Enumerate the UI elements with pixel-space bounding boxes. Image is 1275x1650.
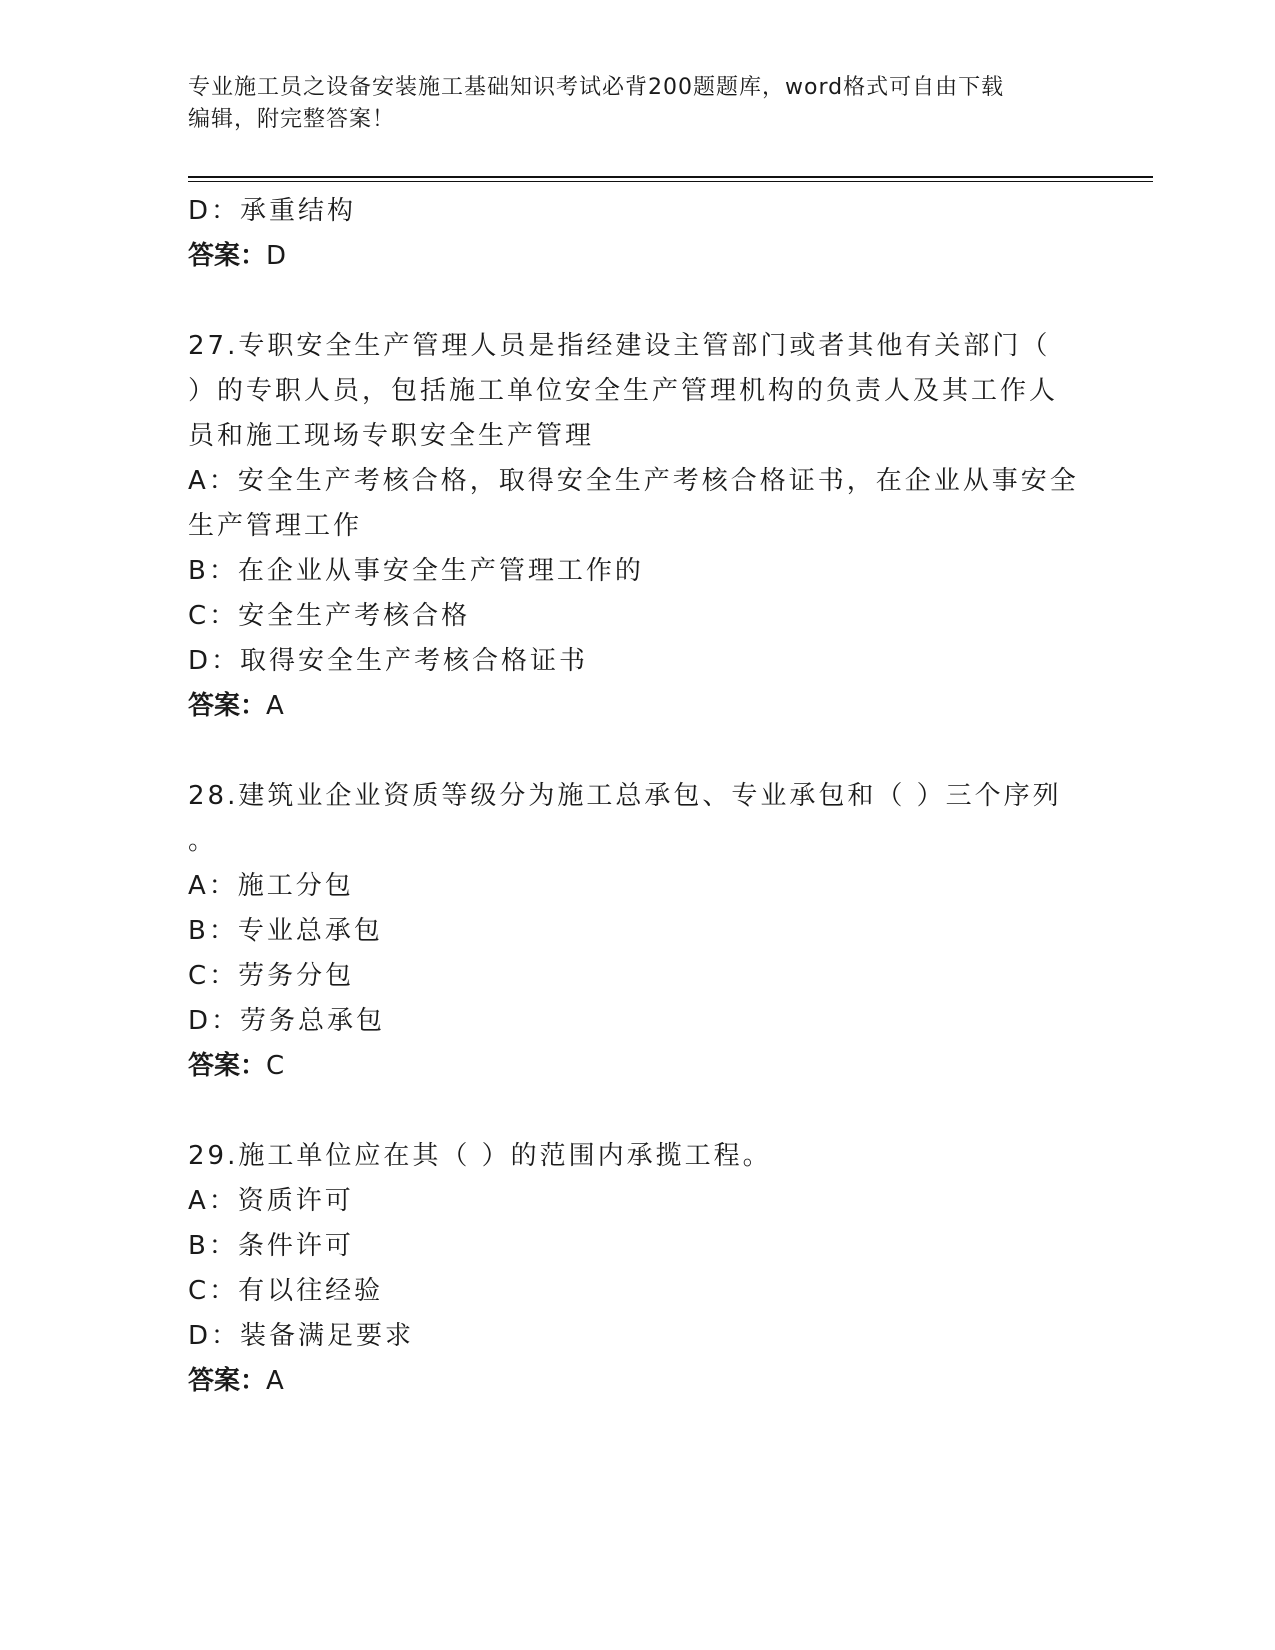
question-stem-line: 员和施工现场专职安全生产管理 bbox=[188, 421, 595, 451]
header-divider-thin bbox=[188, 181, 1153, 182]
option-a: A：资质许可 bbox=[188, 1186, 354, 1216]
answer-value: A bbox=[266, 1366, 287, 1396]
spacer bbox=[188, 1089, 1088, 1134]
option-c: C：劳务分包 bbox=[188, 961, 355, 991]
answer-value: A bbox=[266, 691, 287, 721]
question-stem-line: 。 bbox=[188, 826, 218, 856]
option-d: D：装备满足要求 bbox=[188, 1321, 415, 1351]
answer-label: 答案： bbox=[188, 691, 267, 721]
answer-value: D bbox=[266, 241, 290, 271]
header-title-line-1: 专业施工员之设备安装施工基础知识考试必背200题题库，word格式可自由下载 bbox=[188, 75, 1005, 100]
answer-label: 答案： bbox=[188, 1366, 267, 1396]
option-c: C：安全生产考核合格 bbox=[188, 601, 471, 631]
spacer bbox=[188, 279, 1088, 324]
question-28 bbox=[188, 774, 1088, 1089]
question-stem-line: ）的专职人员，包括施工单位安全生产管理机构的负责人及其工作人 bbox=[188, 376, 1059, 406]
question-27 bbox=[188, 324, 1088, 729]
header-title-line-2: 编辑，附完整答案！ bbox=[188, 107, 396, 132]
option-a-continued: 生产管理工作 bbox=[188, 511, 363, 541]
question-stem-line: 29.施工单位应在其（ ）的范围内承揽工程。 bbox=[188, 1141, 772, 1171]
option-c: C：有以往经验 bbox=[188, 1276, 384, 1306]
answer-line bbox=[188, 1044, 1088, 1089]
spacer bbox=[188, 729, 1088, 774]
answer-label: 答案： bbox=[188, 241, 267, 271]
option-d: D：取得安全生产考核合格证书 bbox=[188, 646, 589, 676]
option-a: A：施工分包 bbox=[188, 871, 354, 901]
question-stem-line: 27.专职安全生产管理人员是指经建设主管部门或者其他有关部门（ bbox=[188, 331, 1051, 361]
answer-value: C bbox=[266, 1051, 288, 1081]
prev-question-option-d: D：承重结构 bbox=[188, 196, 357, 226]
option-d: D：劳务总承包 bbox=[188, 1006, 386, 1036]
option-b: B：条件许可 bbox=[188, 1231, 354, 1261]
option-a: A：安全生产考核合格，取得安全生产考核合格证书，在企业从事安全 bbox=[188, 466, 1079, 496]
answer-line bbox=[188, 1359, 1088, 1404]
answer-line bbox=[188, 684, 1088, 729]
question-stem-line: 28.建筑业企业资质等级分为施工总承包、专业承包和（ ）三个序列 bbox=[188, 781, 1062, 811]
option-b: B：专业总承包 bbox=[188, 916, 383, 946]
option-b: B：在企业从事安全生产管理工作的 bbox=[188, 556, 644, 586]
header-divider-thick bbox=[188, 176, 1153, 178]
document-body bbox=[188, 189, 1088, 1404]
answer-label: 答案： bbox=[188, 1051, 267, 1081]
question-29 bbox=[188, 1134, 1088, 1404]
document-header bbox=[188, 72, 1088, 136]
prev-question-answer bbox=[188, 234, 1088, 279]
